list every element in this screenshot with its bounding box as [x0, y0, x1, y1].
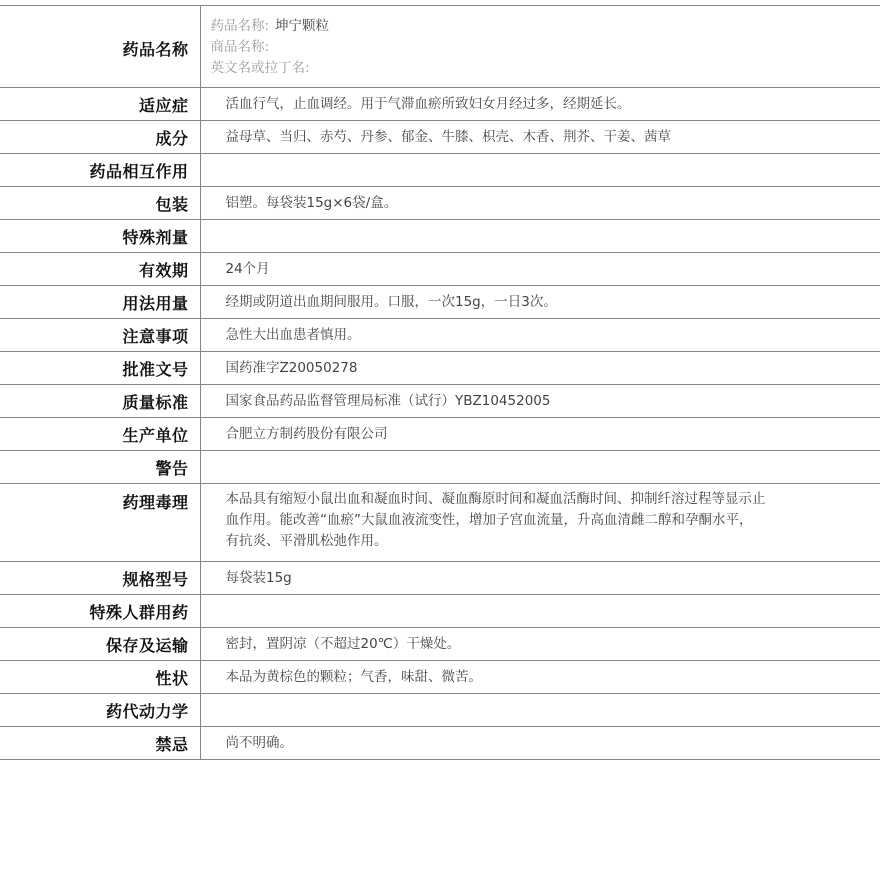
row-label: 特殊剂量	[0, 220, 200, 253]
row-specification	[0, 562, 880, 595]
row-label: 质量标准	[0, 385, 200, 418]
row-storage	[0, 628, 880, 661]
row-label: 禁忌	[0, 727, 200, 760]
generic-name-line	[211, 16, 871, 37]
row-value	[200, 484, 880, 562]
row-label: 规格型号	[0, 562, 200, 595]
row-label: 保存及运输	[0, 628, 200, 661]
row-value	[200, 595, 880, 628]
trade-name-line	[211, 37, 871, 58]
row-packaging	[0, 187, 880, 220]
row-label: 性状	[0, 661, 200, 694]
row-interactions	[0, 154, 880, 187]
drug-info-table	[0, 5, 880, 760]
row-label: 包装	[0, 187, 200, 220]
row-value: 活血行气，止血调经。用于气滞血瘀所致妇女月经过多，经期延长。	[200, 88, 880, 121]
row-value: 本品为黄棕色的颗粒；气香，味甜、微苦。	[200, 661, 880, 694]
row-value	[200, 6, 880, 88]
row-value	[200, 220, 880, 253]
row-value: 24个月	[200, 253, 880, 286]
row-shelf-life	[0, 253, 880, 286]
row-value: 国家食品药品监督管理局标准（试行）YBZ10452005	[200, 385, 880, 418]
row-label: 有效期	[0, 253, 200, 286]
pharmacology-line: 有抗炎、平滑肌松弛作用。	[225, 533, 388, 549]
generic-name-value: 坤宁颗粒	[275, 18, 330, 34]
row-label: 药品名称	[0, 6, 200, 88]
row-value: 益母草、当归、赤芍、丹参、郁金、牛膝、枳壳、木香、荆芥、干姜、茜草	[200, 121, 880, 154]
row-standard	[0, 385, 880, 418]
row-drug-name	[0, 6, 880, 88]
row-label: 药品相互作用	[0, 154, 200, 187]
generic-name-key: 药品名称:	[210, 18, 270, 34]
trade-name-key: 商品名称:	[210, 39, 270, 55]
row-label: 注意事项	[0, 319, 200, 352]
row-precautions	[0, 319, 880, 352]
row-value	[200, 154, 880, 187]
row-usage	[0, 286, 880, 319]
row-value: 经期或阴道出血期间服用。口服，一次15g，一日3次。	[200, 286, 880, 319]
row-warning	[0, 451, 880, 484]
row-pharmacology	[0, 484, 880, 562]
row-special-population	[0, 595, 880, 628]
row-contraindications	[0, 727, 880, 760]
row-appearance	[0, 661, 880, 694]
pharmacology-line: 血作用。能改善“血瘀”大鼠血液流变性，增加子宫血流量，升高血清雌二醇和孕酮水平，	[225, 512, 753, 528]
english-name-key: 英文名或拉丁名:	[210, 60, 310, 76]
row-value: 急性大出血患者慎用。	[200, 319, 880, 352]
row-label: 用法用量	[0, 286, 200, 319]
english-name-line	[211, 58, 871, 79]
row-pharmacokinetics	[0, 694, 880, 727]
row-manufacturer	[0, 418, 880, 451]
row-approval	[0, 352, 880, 385]
row-indications	[0, 88, 880, 121]
row-label: 适应症	[0, 88, 200, 121]
name-block	[201, 6, 871, 87]
row-ingredients	[0, 121, 880, 154]
row-value: 密封，置阴凉（不超过20℃）干燥处。	[200, 628, 880, 661]
row-value: 每袋装15g	[200, 562, 880, 595]
row-label: 药代动力学	[0, 694, 200, 727]
row-label: 批准文号	[0, 352, 200, 385]
row-value: 尚不明确。	[200, 727, 880, 760]
row-label: 药理毒理	[0, 484, 200, 562]
row-value: 铝塑。每袋装15g×6袋/盒。	[200, 187, 880, 220]
row-value	[200, 451, 880, 484]
row-label: 生产单位	[0, 418, 200, 451]
row-value	[200, 694, 880, 727]
pharmacology-line: 本品具有缩短小鼠出血和凝血时间、凝血酶原时间和凝血活酶时间、抑制纤溶过程等显示止	[225, 491, 766, 507]
row-label: 特殊人群用药	[0, 595, 200, 628]
row-special-dosage	[0, 220, 880, 253]
row-label: 警告	[0, 451, 200, 484]
row-value: 合肥立方制药股份有限公司	[200, 418, 880, 451]
row-value: 国药准字Z20050278	[200, 352, 880, 385]
row-label: 成分	[0, 121, 200, 154]
